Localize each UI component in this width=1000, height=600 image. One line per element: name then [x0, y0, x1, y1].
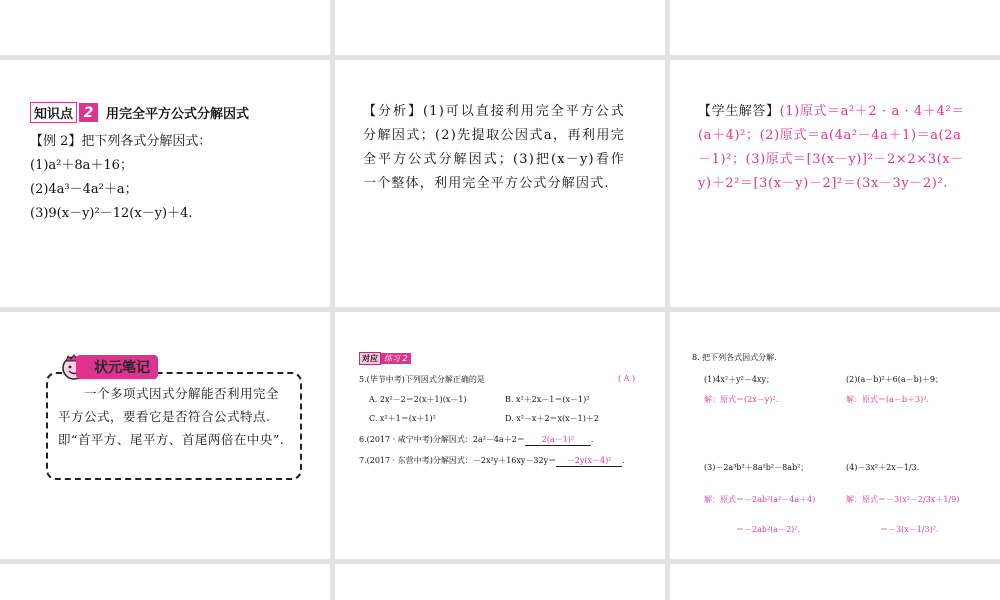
slide-practice[interactable]	[335, 312, 665, 559]
problem-1: (1)4x²＋y²－4xy；	[704, 375, 774, 384]
option-a: A. 2x²－2＝2(x＋1)(x－1)	[369, 395, 467, 404]
practice-header	[359, 352, 411, 365]
question-7: 7.(2017 · 东营中考)分解因式：－2x²y＋16xy－32y＝ －2y(x－4)² .	[359, 456, 625, 465]
slide-top-middle	[335, 0, 665, 55]
answer-3-line-2: ＝－2ab²(a－2)².	[736, 525, 801, 534]
slide-student-answer[interactable]	[670, 60, 1000, 307]
slide-top-left	[0, 0, 330, 55]
note-text: 一个多项式因式分解能否利用完全平方公式，要看它是否符合公式特点.即“首平方、尾平方、首尾两倍在中央”.	[58, 386, 285, 447]
slide-bottom-middle	[335, 564, 665, 600]
note-badge	[60, 352, 158, 382]
note-title: 状元笔记	[76, 355, 158, 379]
option-d: D. x²－x＋2＝x(x－1)＋2	[505, 414, 599, 423]
practice-header-label: 对应	[359, 352, 381, 365]
slide-bottom-left	[0, 564, 330, 600]
knowledge-point-title: 用完全平方公式分解因式	[106, 107, 250, 122]
knowledge-point-header	[30, 102, 249, 123]
option-b: B. x²＋2x－1＝(x－1)²	[505, 395, 590, 404]
example-line: (3)9(x－y)²－12(x－y)＋4.	[30, 206, 193, 221]
example-line: 【例 2】把下列各式分解因式：	[30, 134, 212, 149]
slide-exercise[interactable]	[670, 312, 1000, 559]
problem-4: (4)－3x²＋2x－1/3.	[846, 463, 920, 472]
answer-4-line-1: 解：原式＝－3(x²－2/3x＋1/9)	[846, 495, 960, 504]
slide-champion-notes[interactable]	[0, 312, 330, 559]
knowledge-point-number: 2	[79, 103, 98, 122]
slide-analysis[interactable]	[335, 60, 665, 307]
answer-2: 解：原式＝(a－b＋3)².	[846, 395, 929, 404]
example-line: (1)a²＋8a＋16；	[30, 158, 133, 173]
slide-top-right	[670, 0, 1000, 55]
student-answer	[698, 100, 974, 196]
question-6-answer: 2(a－1)²	[525, 434, 591, 446]
question-5: 5.(毕节中考)下列因式分解正确的是	[359, 375, 485, 384]
answer-1: 解：原式＝(2x－y)².	[704, 395, 779, 404]
student-answer-text: (1)原式＝a²＋2 · a · 4＋4²＝(a＋4)²；(2)原式＝a(4a²－4a＋1)＝a(2a－1)²；(3)原式＝[3(x－y)]²－2×2×3(x－y)＋2²＝[3(x－y)－2]²＝(3x－3y－2)².	[698, 104, 965, 191]
example-problem	[30, 130, 211, 226]
answer-3-line-1: 解：原式＝－2ab²(a²－4a＋4)	[704, 495, 816, 504]
option-c: C. x²＋1＝(x＋1)²	[369, 414, 436, 423]
example-line: (2)4a³－4a²＋a；	[30, 182, 138, 197]
question-7-answer: －2y(x－4)²	[556, 455, 622, 467]
problem-2: (2)(a－b)²＋6(a－b)＋9；	[846, 375, 943, 384]
slide-bottom-right	[670, 564, 1000, 600]
practice-header-tag: 练习 2	[381, 353, 411, 364]
question-5-answer: ( A )	[618, 374, 636, 383]
problem-3: (3)－2a³b²＋8a²b²－8ab²；	[704, 463, 809, 472]
question-6: 6.(2017 · 咸宁中考)分解因式：2a²－4a＋2＝ 2(a－1)² .	[359, 435, 594, 444]
slide-knowledge-point[interactable]	[0, 60, 330, 307]
exercise-title: 8. 把下列各式因式分解.	[692, 353, 777, 362]
analysis-text: 【分析】(1)可以直接利用完全平方公式分解因式；(2)先提取公因式a，再利用完全平方公式分解因式；(3)把(x－y)看作一个整体，利用完全平方公式分解因式.	[363, 104, 625, 191]
answer-4-line-2: ＝－3(x－1/3)².	[880, 525, 939, 534]
student-answer-label: 【学生解答】	[698, 104, 780, 119]
knowledge-point-label: 知识点	[30, 102, 77, 123]
